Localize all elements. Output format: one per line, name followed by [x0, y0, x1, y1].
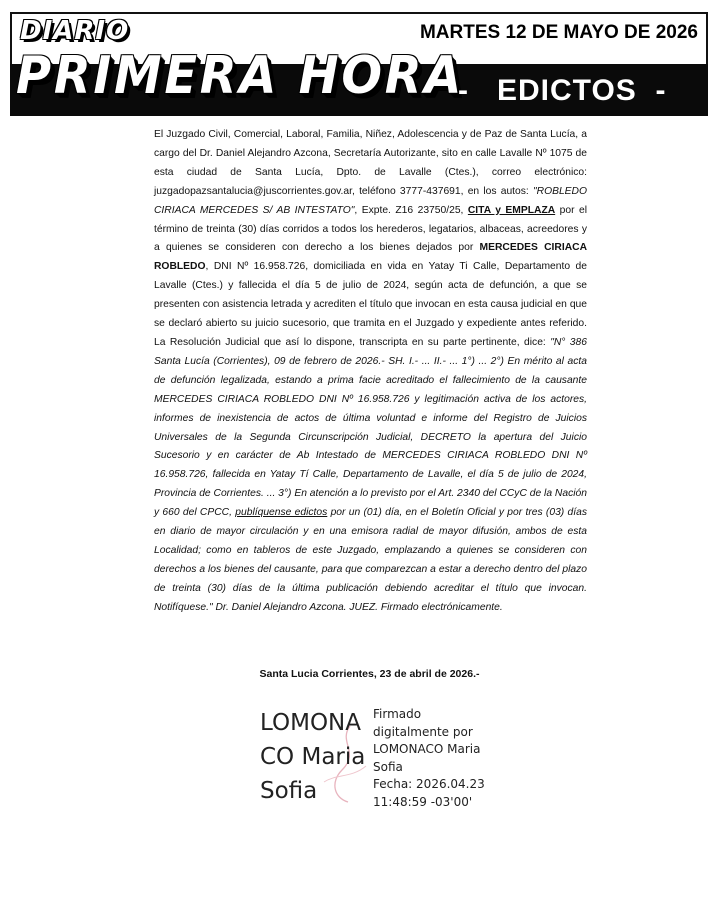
- signature-detail-line: Firmado: [373, 707, 422, 721]
- signature-detail-line: 11:48:59 -03'00': [373, 794, 473, 809]
- signature-details: [373, 706, 485, 811]
- signature-detail-line: digitalmente por: [373, 724, 473, 739]
- signer-name-line: Sofia: [260, 778, 318, 804]
- deceased-name: MERCEDES CIRIACA ROBLEDO: [154, 242, 587, 273]
- case-title: "ROBLEDO CIRIACA MERCEDES S/ AB INTESTATO": [154, 185, 587, 216]
- signature-detail-line: Fecha: 2026.04.23: [373, 777, 485, 791]
- edict-paragraph: [154, 126, 587, 618]
- resolution-quote-end: por un (01) día, en el Boletín Oficial y por tres (03) días en diario de mayor circulación y en una emisora radial de mayor difusión, ambos de esta Localidad; como en tableros de este Juzgado, emplazando a quienes se consideren con derechos a los bienes del causante, para que comparezcan a estar a derecho dentro del plazo de treinta (30) días de la última publicación debiendo acreditar el título que invocan. Notifíquese." Dr. Daniel Alejandro Azcona. JUEZ. Firmado electrónicamente.: [154, 507, 587, 613]
- publiquense-edictos: publíquense edictos: [235, 507, 328, 519]
- newspaper-header: [10, 12, 708, 116]
- edict-body: [154, 126, 587, 618]
- signature-detail-line: Sofia: [373, 759, 403, 774]
- section-title: - EDICTOS -: [458, 74, 667, 107]
- edict-text-details: , DNI Nº 16.958.726, domiciliada en vida en Yatay Ti Calle, Departamento de Lavalle (Ctes.) y fallecida el día 5 de julio de 2024, según acta de defunción, a que se presenten con asistencia letrada y acrediten el título que invocan en esta causa judicial en que se declaró abierto su juicio sucesorio, que tramita en el Juzgado y expediente antes referido. La Resolución Judicial que así lo dispone, transcripta en su parte pertinente, dice:: [154, 261, 587, 348]
- place-date: Santa Lucia Corrientes, 23 de abril de 2026.-: [259, 668, 480, 680]
- edict-text-intro: El Juzgado Civil, Comercial, Laboral, Familia, Niñez, Adolescencia y de Paz de Santa Lucía, a cargo del Dr. Daniel Alejandro Azcona, Secretaría Autorizante, sito en calle Lavalle Nº 1075 de esta ciudad de Santa Lucía, Dpto. de Lavalle (Ctes.), correo electrónico: juzgadopazsantalucia@juscorrientes.gov.ar, teléfono 3777-437691, en los autos:: [154, 129, 587, 197]
- signer-name: [260, 706, 365, 808]
- resolution-quote: "N° 386 Santa Lucía (Corrientes), 09 de febrero de 2026.- SH. I.- ... II.- ... 1°) ... 2°) En mérito al acta de defunción legalizada, estando a prima facie acreditado el fallecimiento de la causante MERCEDES CIRIACA ROBLEDO DNI Nº 16.958.726 y legitimación activa de los actores, informes de inexistencia de actos de última voluntad e informe del Registro de Juicios Universales de la Segunda Circunscripción Judicial, DECRETO la apertura del Juicio Sucesorio y en carácter de Ab Intestado de MERCEDES CIRIACA ROBLEDO DNI Nº 16.958.726, fallecida en Yatay Tí Calle, Departamento de Lavalle, el día 5 de julio de 2024, Provincia de Corrientes. ... 3°) En atención a lo previsto por el Art. 2340 del CCyC de la Nación y 660 del CPCC,: [154, 336, 587, 519]
- digital-signature: [260, 706, 520, 809]
- signature-detail-line: LOMONACO Maria: [373, 742, 481, 756]
- signer-name-line: LOMONA: [260, 710, 361, 736]
- place-date-line: [0, 668, 723, 680]
- issue-date: MARTES 12 DE MAYO DE 2026: [419, 22, 698, 43]
- edict-text-expte: , Expte. Z16 23750/25,: [354, 204, 468, 216]
- signer-name-line: CO Maria: [260, 744, 366, 770]
- logo-diario: DIARIO: [20, 16, 130, 46]
- logo-primera-hora: PRIMERA HORA: [16, 46, 465, 106]
- cita-emplaza: CITA y EMPLAZA: [467, 204, 556, 216]
- edict-text-citation: por el término de treinta (30) días corridos a todos los herederos, legatarios, albaceas, acreedores y a quienes se consideren con derecho a los bienes dejados por: [154, 204, 587, 254]
